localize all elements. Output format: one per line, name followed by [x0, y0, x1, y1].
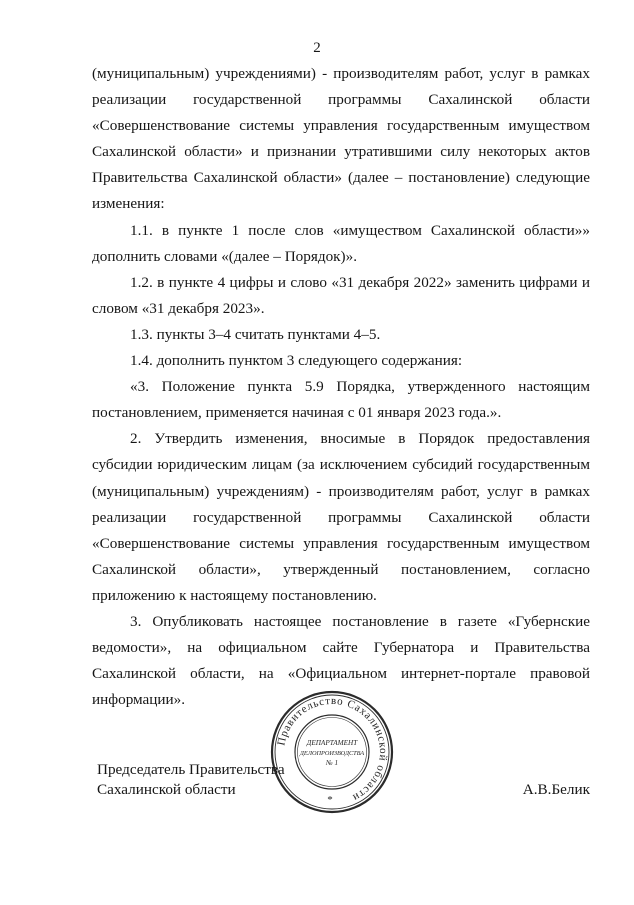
signature-position [97, 760, 285, 800]
stamp-inner-line3: № 1 [325, 759, 339, 767]
page-number: 2 [313, 40, 321, 56]
paragraph-item-1-1: 1.1. в пункте 1 после слов «имуществом Сахалинской области»» дополнить словами «(далее – Порядок)». [92, 221, 590, 265]
paragraph-item-1-3: 1.3. пункты 3–4 считать пунктами 4–5. [130, 325, 381, 343]
stamp-star: * [327, 794, 333, 806]
paragraph-intro: (муниципальным) учреждениями) - производителям работ, услуг в рамках реализации государственной программы Сахалинской области «Совершенствование системы управления государственным имуществом Сахалинской области» и признании утратившими силу некоторых актов Правительства Сахалинской области» (далее – постановление) следующие изменения: [92, 65, 590, 213]
stamp-inner-line1: ДЕПАРТАМЕНТ [306, 739, 358, 747]
official-stamp [268, 688, 396, 816]
stamp-inner-line2: ДЕЛОПРОИЗВОДСТВА [299, 750, 365, 757]
document-body [92, 61, 590, 713]
paragraph-item-1-2: 1.2. в пункте 4 цифры и слово «31 декабря 2022» заменить цифрами и словом «31 декабря 2023». [92, 273, 590, 317]
paragraph-item-2: 2. Утвердить изменения, вносимые в Порядок предоставления субсидии юридическим лицам (за исключением субсидий государственным (муниципальным) учреждениям) - производителям работ, услуг в рамках реализации государственной программы Сахалинской области «Совершенствование системы управления государственным имуществом Сахалинской области», утвержденный постановлением, согласно приложению к настоящему постановлению. [92, 430, 590, 604]
signature-position-line1: Председатель Правительства [97, 761, 285, 778]
paragraph-item-1-4: 1.4. дополнить пунктом 3 следующего содержания: [130, 352, 463, 370]
signature-name: А.В.Белик [522, 781, 590, 798]
paragraph-quote-3: «3. Положение пункта 5.9 Порядка, утвержденного настоящим постановлением, применяется начиная с 01 января 2023 года.». [92, 378, 590, 422]
paragraph-item-3: 3. Опубликовать настоящее постановление в газете «Губернские ведомости», на официальном сайте Губернатора и Правительства Сахалинской области, на «Официальном интернет-портале правовой информации». [92, 612, 590, 709]
signature-position-line2: Сахалинской области [97, 781, 236, 798]
stamp-outer-text: Правительство Сахалинской области [275, 694, 390, 804]
